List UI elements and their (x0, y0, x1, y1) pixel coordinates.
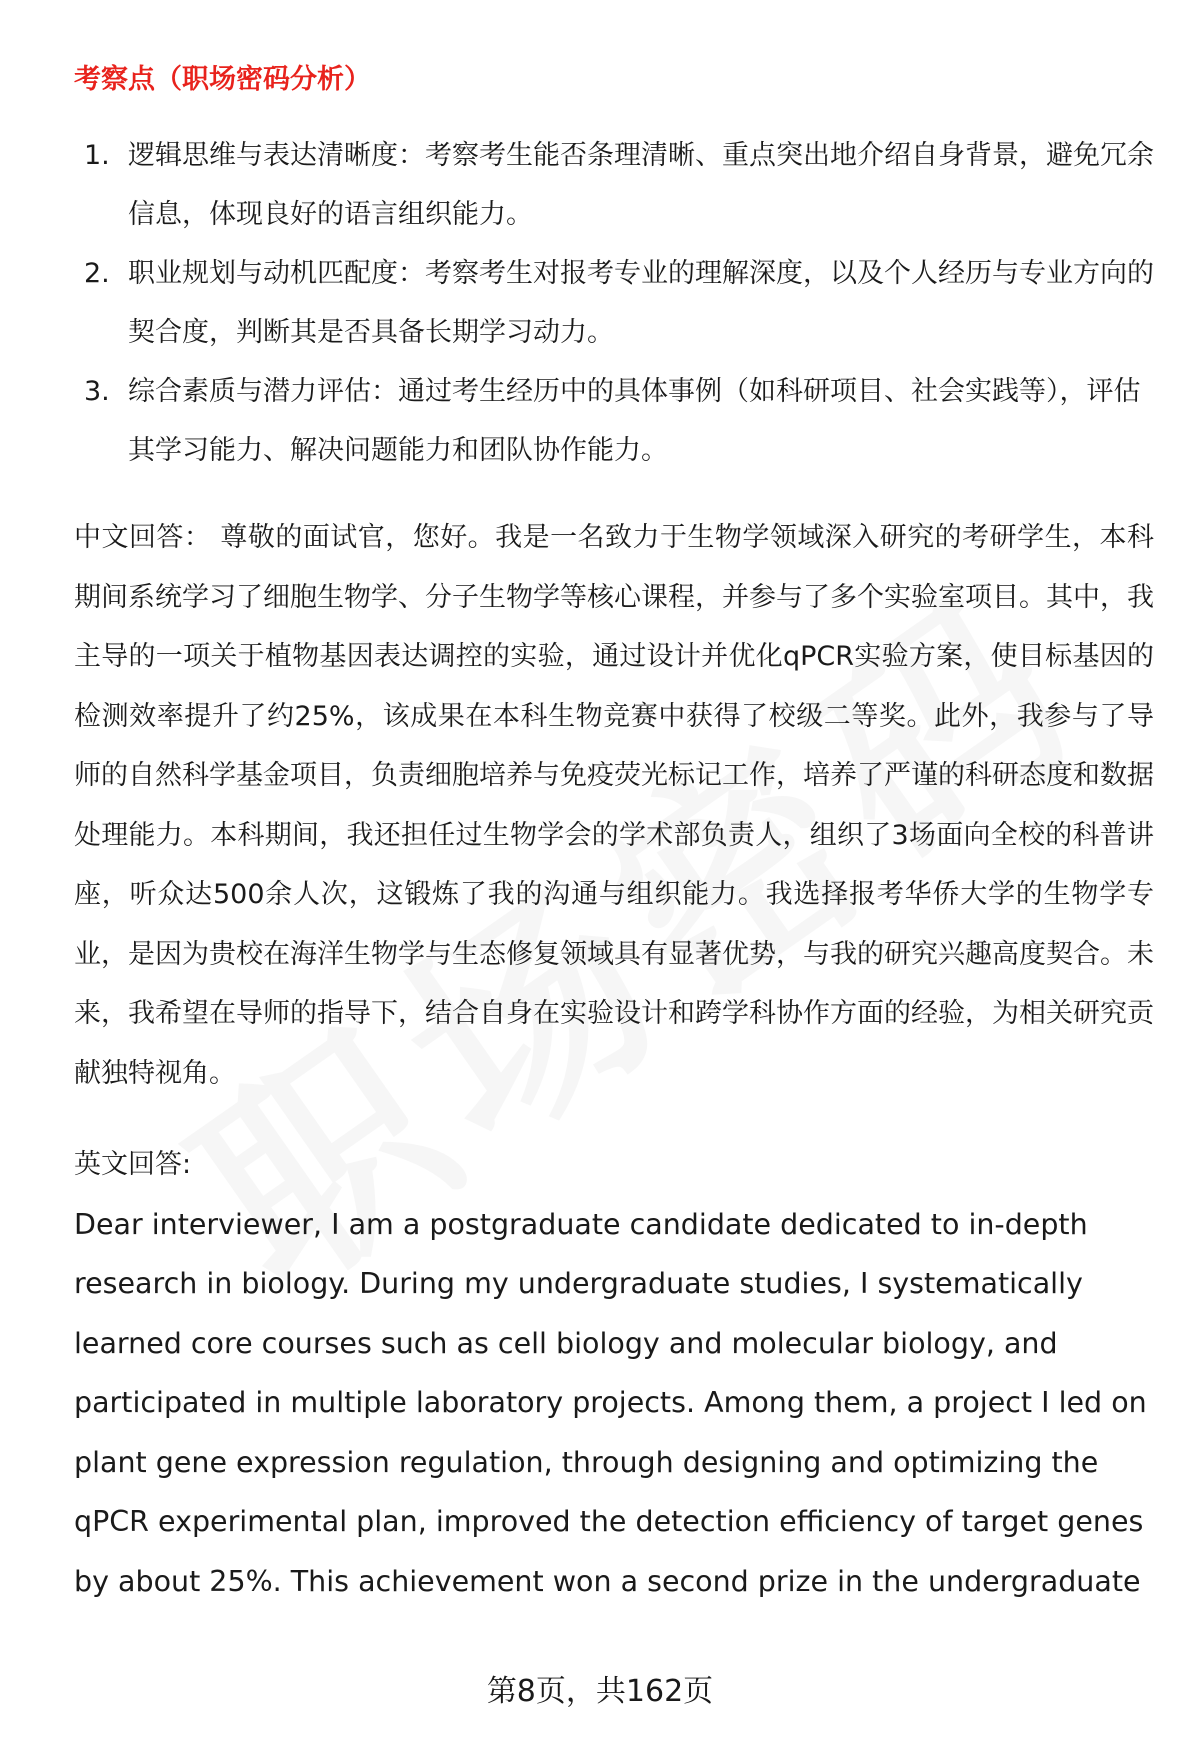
english-answer-line: participated in multiple laboratory projects. Among them, a project I led on (74, 1386, 1147, 1419)
page-footer: 第8页，共162页 (486, 1674, 714, 1709)
english-answer-line: research in biology. During my undergraduate studies, I systematically (74, 1267, 1083, 1300)
list-item (74, 126, 1154, 244)
list-number: 3. (84, 376, 110, 407)
english-answer (74, 1195, 1154, 1612)
document-page (74, 56, 1154, 1611)
section-title: 考察点（职场密码分析） (74, 64, 371, 95)
list-number: 1. (84, 140, 110, 171)
list-item-text: 逻辑思维与表达清晰度：考察考生能否条理清晰、重点突出地介绍自身背景，避免冗余信息，体现良好的语言组织能力。 (128, 140, 1154, 230)
list-item (74, 244, 1154, 362)
list-item (74, 362, 1154, 480)
chinese-answer: 中文回答： 尊敬的面试官，您好。我是一名致力于生物学领域深入研究的考研学生，本科期间系统学习了细胞生物学、分子生物学等核心课程，并参与了多个实验室项目。其中，我主导的一项关于植物基因表达调控的实验，通过设计并优化qPCR实验方案，使目标基因的检测效率提升了约25%，该成果在本科生物竞赛中获得了校级二等奖。此外，我参与了导师的自然科学基金项目，负责细胞培养与免疫荧光标记工作，培养了严谨的科研态度和数据处理能力。本科期间，我还担任过生物学会的学术部负责人，组织了3场面向全校的科普讲座，听众达500余人次，这锻炼了我的沟通与组织能力。我选择报考华侨大学的生物学专业，是因为贵校在海洋生物学与生态修复领域具有显著优势，与我的研究兴趣高度契合。未来，我希望在导师的指导下，结合自身在实验设计和跨学科协作方面的经验，为相关研究贡献独特视角。 (74, 522, 1154, 1089)
english-answer-line: Dear interviewer, I am a postgraduate candidate dedicated to in-depth (74, 1207, 1088, 1241)
english-answer-line: learned core courses such as cell biology and molecular biology, and (74, 1326, 1058, 1360)
english-answer-label: 英文回答: (74, 1149, 192, 1180)
list-item-text: 综合素质与潜力评估：通过考生经历中的具体事例（如科研项目、社会实践等），评估其学习能力、解决问题能力和团队协作能力。 (128, 376, 1141, 466)
english-answer-line: by about 25%. This achievement won a second prize in the undergraduate (74, 1564, 1141, 1598)
assessment-points-list (74, 126, 1154, 480)
english-answer-line: plant gene expression regulation, through designing and optimizing the (74, 1445, 1099, 1479)
list-number: 2. (84, 258, 110, 289)
english-answer-line: qPCR experimental plan, improved the detection efficiency of target genes (74, 1505, 1144, 1538)
list-item-text: 职业规划与动机匹配度：考察考生对报考专业的理解深度，以及个人经历与专业方向的契合度，判断其是否具备长期学习动力。 (128, 258, 1154, 348)
